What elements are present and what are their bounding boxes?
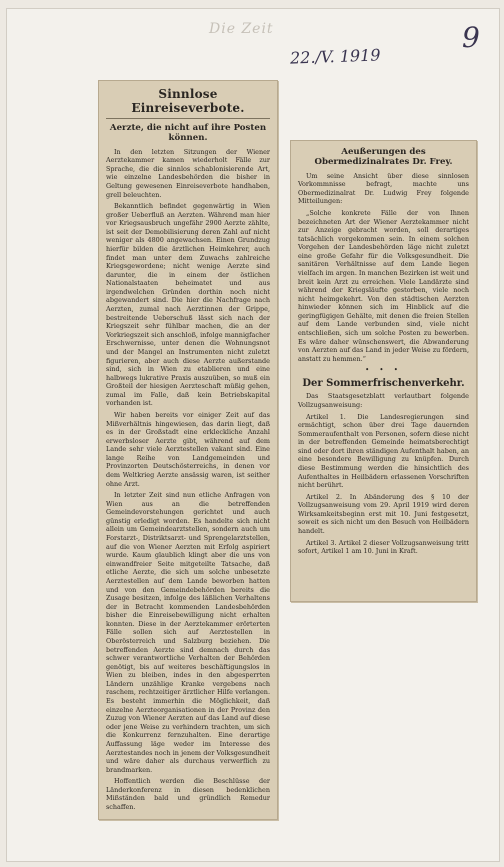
right-newspaper-clipping (290, 140, 477, 602)
handwritten-date: 22./V. 1919 (289, 45, 381, 68)
section-title: Der Sommerfrischenverkehr. (302, 378, 465, 390)
section-intro: Das Staatsgesetzblatt verlautbart folgende Vollzugsanweisung: (298, 392, 469, 409)
article-paragraph: Artikel 3. Artikel 2 dieser Vollzugsanweisung tritt sofort, Artikel 1 am 10. Juni in Kraft. (298, 538, 469, 556)
handwritten-page-number: 9 (462, 21, 480, 54)
article-paragraph: In den letzten Sitzungen der Wiener Aerztekammer kamen wiederholt Fälle zur Sprache, die die sinnlos schablonisierende Art, wie einzelne Landesbehörden die bisher in Geltung gewesenen Einreiseverbote handhaben, grell beleuchten. (106, 147, 270, 199)
article-paragraph: „Solche konkrete Fälle der von Ihnen bezeichneten Art der Wiener Aerztekammer nicht zur Anzeige gebracht worden, soll derartiges tatsächlich vorgekommen sein. In einem solchen Vorgehen der Landesbehörden läge nicht zuletzt eine große Gefahr für die Volksgesundheit. Die sanitären Verhältnisse auf dem Lande liegen vielfach im argen. In manchen Bezirken ist weit und breit kein Arzt zu erreichen. Viele Landärzte sind während der Kriegsläufte gestorben, viele noch nicht heimgekehrt. Von den städtischen Aerzten hinwieder können sich im Hinblick auf die geringfügigen Gehälte, mit denen die freien Stellen auf dem Lande verbunden sind, viele nicht entschließen, sich um solche Posten zu bewerben. Es wäre daher wünschenswert, die Abwanderung von Aerzten auf das Land in jeder Weise zu fördern, anstatt zu hemmen.“ (298, 208, 469, 363)
article-paragraph: Hoffentlich werden die Beschlüsse der Länderkonferenz in diesen bedenklichen Mißständen bald und gründlich Remedur schaffen. (106, 777, 270, 811)
article-title: Sinnlose Einreiseverbote. (106, 87, 270, 119)
article-paragraph: Artikel 2. In Abänderung des § 10 der Vollzugsanweisung vom 29. April 1919 wird deren Wirksamkeitsbeginn erst mit 10. Juni festgesetzt, soweit es sich nicht um den Besuch von Heilbädern handelt. (298, 492, 469, 536)
masthead-stamp: Die Zeit (209, 21, 274, 37)
article-paragraph: Wir haben bereits vor einiger Zeit auf das Mißverhältnis hingewiesen, das darin liegt, daß es in der Großstadt eine erkleckliche Anzahl erwerbsloser Aerzte gibt, während auf dem Lande sehr viele Aerztestellen vakant sind. Eine lange Reihe von Landgemeinden und Provinzorten Deutschösterreichs, in denen vor dem Weltkrieg Aerzte ansässig waren, ist seither ohne Arzt. (106, 410, 270, 488)
article-paragraph: Artikel 1. Die Landesregierungen sind ermächtigt, schon über drei Tage dauernden Sommeraufenthalt von Personen, sofern diese nicht in der betreffenden Gemeinde heimatsberechtigt sind oder dort ihren ständigen Aufenthalt haben, an eine besondere Bewilligung zu knüpfen. Durch diese Bestimmung werden die hinsichtlich des Aufenthaltes in Heilbädern erlassenen Vorschriften nicht berührt. (298, 412, 469, 490)
section-separator: • • • (365, 366, 402, 375)
left-newspaper-clipping (98, 80, 278, 820)
article-paragraph: Bekanntlich befindet gegenwärtig in Wien großer Ueberfluß an Aerzten. Während man hier vor Kriegsausbruch ungefähr 2900 Aerzte zählte, ist seit der Demobilisierung deren Zahl auf nicht weniger als 4800 angewachsen. Einen Grundzug hierfür bilden die ärztlichen Heimkehrer, auch findet man unter dem Zuwachs zahlreiche Kriegsgewordene; nicht wenige Aerzte sind darunter, die in einem der östlichen Nationalstaaten beheimatet und aus irgendwelchen Gründen dorthin noch nicht abgewandert sind. Die hier die Nachfrage nach Aerzten, zumal nach Aerztinnen der Grippe, bestreitende Ueberschuß lässt sich nach der Kriegszeit sehr fühlbar machen, die an der Vorkriegszeit sich anschloß, infolge mannigfacher Erschwernisse, unter denen die Wohnungsnot und der Mangel an Instrumenten nicht zuletzt figurieren, aber auch diese Aerzte außerstande sind, sich in Wien zu etablieren und eine halbwegs lukrative Praxis auszuüben, so muß ein Großteil der hiesigen Aerzteschaft müßig gehen, zumal im Falle, daß kein Betriebskapital vorhanden ist. (106, 202, 270, 408)
article-paragraph: In letzter Zeit sind nun etliche Anfragen von Wien aus an die betreffenden Gemeindevorstehungen gerichtet und auch günstig erledigt worden. Es handelte sich nicht allein um Gemeindearztstellen, sondern auch um Forstarzt-, Distriktsarzt- und Sprengelarztstellen, auf die von Wiener Aerzten mit Erfolg aspiriert wurde. Kaum glaublich klingt aber die uns von einwandfreier Seite mitgeteilte Tatsache, daß etliche Aerzte, die sich um solche unbesetzte Aerztestellen auf dem Lande beworben hatten und von den Gemeindebehörden bereits die Zusage besitzen, infolge des läßlichen Verhaltens der in Betracht kommenden Landesbehörden bisher die Einreisebewilligung nicht erhalten konnten. Diese in der Aerztekammer erörterten Fälle sollen sich auf Aerztestellen in Oberösterreich und Salzburg beziehen. Die betreffenden Aerzte sind demnach durch das schwer verantwortliche Verhalten der Behörden genötigt, bis auf weiteres beschäftigungslos in Wien zu bleiben, indes in den abgesperrten Ländern unzählige Kranke vergebens nach raschem, rechtzeitiger ärztlicher Hilfe verlangen. Es besteht immerhin die Möglichkeit, daß einzelne Aerzteorganisationen in der Provinz den Zuzug von Wiener Aerzten auf das Land auf diese oder jene Weise zu verhindern trachten, um sich die Konkurrenz fernzuhalten. Eine derartige Auffassung läge weder im Interesse des Aerztestandes noch in jenem der Volksgesundheit und wäre daher als durchaus verwerflich zu brandmarken. (106, 491, 270, 774)
article-paragraph: Um seine Ansicht über diese sinnlosen Vorkommnisse befragt, machte uns Obermedizinalrat Dr. Ludwig Frey folgende Mitteilungen: (298, 171, 469, 206)
article-subtitle: Aerzte, die nicht auf ihre Posten können. (109, 123, 267, 144)
article-title: Aeußerungen des Obermedizinalrates Dr. Frey. (314, 147, 453, 168)
